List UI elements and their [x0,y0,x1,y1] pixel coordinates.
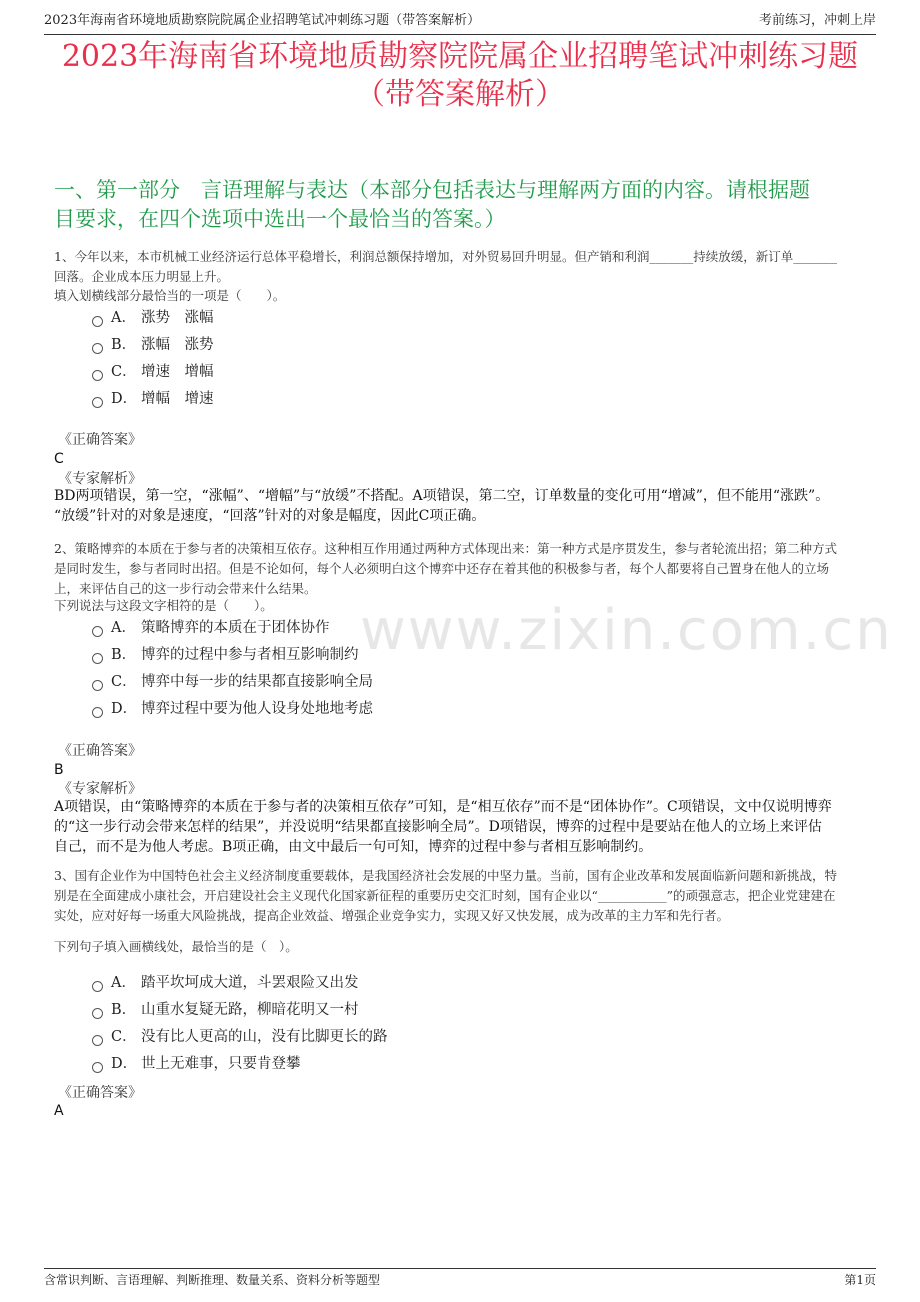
question-2-option-d[interactable] [92,697,373,721]
radio-icon[interactable] [92,316,103,327]
radio-icon[interactable] [92,1008,103,1019]
question-1-stem [54,247,868,287]
option-text: 山重水复疑无路，柳暗花明又一村 [141,1002,359,1018]
header-title: 2023年海南省环境地质勘察院院属企业招聘笔试冲刺练习题（带答案解析） [44,13,481,28]
analysis-line: A项错误，由“策略博弈的本质在于参与者的决策相互依存”可知，是“相互依存”而不是“团体协作”。C项错误，文中仅说明博弈 [54,799,832,815]
radio-icon[interactable] [92,680,103,691]
option-letter: B． [111,647,137,663]
watermark: www.zixin.com.cn [360,598,893,663]
option-letter: C． [111,1029,137,1045]
page-number: 第1页 [844,1273,876,1287]
option-letter: A． [111,620,136,636]
question-2-stem [54,539,868,599]
question-1-option-c[interactable] [92,360,214,384]
question-1-option-a[interactable] [92,306,214,330]
question-2-option-a[interactable] [92,616,330,640]
question-1-line-2: 回落。企业成本压力明显上升。 [54,269,230,284]
document-title [40,38,880,114]
option-text: 博弈过程中要为他人设身处地地考虑 [141,701,373,717]
question-3-line-3: 实处，应对好每一场重大风险挑战，提高企业效益、增强企业竞争实力，实现又好又快发展，成为改革的主力军和先行者。 [54,908,730,923]
analysis-line: BD两项错误，第一空，“涨幅”、“增幅”与“放缓”不搭配。A项错误，第二空，订单数量的变化可用“增减”，但不能用“涨跌”。 [54,488,830,504]
option-text: 没有比人更高的山，没有比脚更长的路 [141,1029,388,1045]
analysis-line: 自己，而不是为他人考虑。B项正确，由文中最后一句可知，博弈的过程中参与者相互影响制约。 [54,839,653,855]
option-text: 博弈的过程中参与者相互影响制约 [141,647,359,663]
option-text: 增幅 增速 [141,391,214,407]
radio-icon[interactable] [92,1035,103,1046]
option-letter: B． [111,337,137,353]
title-line-1: 2023年海南省环境地质勘察院院属企业招聘笔试冲刺练习题 [61,39,859,74]
question-3-option-d[interactable] [92,1052,301,1076]
question-2-answer: B [54,762,64,778]
option-letter: C． [111,364,137,380]
question-3-option-a[interactable] [92,971,359,995]
title-line-2: （带答案解析） [355,77,565,112]
option-letter: C． [111,674,137,690]
radio-icon[interactable] [92,343,103,354]
radio-icon[interactable] [92,653,103,664]
question-1-option-b[interactable] [92,333,214,357]
question-2-option-c[interactable] [92,670,373,694]
option-text: 涨幅 涨势 [141,337,214,353]
option-text: 涨势 涨幅 [141,310,214,326]
option-letter: D． [111,1056,138,1072]
question-3-answer: A [54,1103,64,1119]
question-1-analysis [54,486,868,526]
question-3-option-c[interactable] [92,1025,388,1049]
page-header [44,12,876,35]
question-2-line-2: 是同时发生，参与者同时出招。但是不论如何，每个人必须明白这个博弈中还存在着其他的积极参与者，每个人都要将自己置身在他人的立场 [54,561,830,576]
option-text: 策略博弈的本质在于团体协作 [141,620,330,636]
option-text: 世上无难事，只要肯登攀 [141,1056,301,1072]
question-1-prompt: 填入划横线部分最恰当的一项是（ ）。 [54,288,286,303]
footer-note: 含常识判断、言语理解、判断推理、数量关系、资料分析等题型 [44,1273,381,1287]
option-text: 增速 增幅 [141,364,214,380]
question-1-line-1: 1、今年以来，本市机械工业经济运行总体平稳增长，利润总额保持增加，对外贸易回升明显。但产销和利润_______持续放缓，新订单_______ [54,249,837,264]
question-3-line-1: 3、国有企业作为中国特色社会主义经济制度重要载体，是我国经济社会发展的中坚力量。当前，国有企业改革和发展面临新问题和新挑战，特 [54,868,837,883]
question-3-stem [54,866,868,926]
question-2-line-1: 2、策略博弈的本质在于参与者的决策相互依存。这种相互作用通过两种方式体现出来：第一种方式是序贯发生，参与者轮流出招；第二种方式 [54,541,837,556]
option-letter: D． [111,701,138,717]
question-1-option-d[interactable] [92,387,214,411]
header-slogan: 考前练习，冲刺上岸 [758,13,876,28]
question-1-analysis-label: 《专家解析》 [58,471,142,487]
radio-icon[interactable] [92,370,103,381]
analysis-line: “放缓”针对的对象是速度，“回落”针对的对象是幅度，因此C项正确。 [54,508,486,524]
section-heading [54,176,860,234]
question-3-option-b[interactable] [92,998,359,1022]
section-line-2: 目要求，在四个选项中选出一个最恰当的答案。） [54,207,506,231]
analysis-line: 的“这一步行动会带来怎样的结果”，并没说明“结果都直接影响全局”。D项错误，博弈的过程中是要站在他人的立场上来评估 [54,819,822,835]
question-2-prompt: 下列说法与这段文字相符的是（ ）。 [54,598,273,613]
option-text: 博弈中每一步的结果都直接影响全局 [141,674,373,690]
option-text: 踏平坎坷成大道，斗罢艰险又出发 [141,975,359,991]
radio-icon[interactable] [92,626,103,637]
question-2-answer-label: 《正确答案》 [58,743,142,759]
option-letter: D． [111,391,138,407]
question-2-option-b[interactable] [92,643,359,667]
question-3-line-2: 别是在全面建成小康社会，开启建设社会主义现代化国家新征程的重要历史交汇时刻，国有企业以“___________”的顽强意志，把企业党建建在 [54,888,836,903]
radio-icon[interactable] [92,707,103,718]
question-3-prompt: 下列句子填入画横线处，最恰当的是（ ）。 [54,939,298,954]
radio-icon[interactable] [92,981,103,992]
question-2-line-3: 上，来评估自己的这一步行动会带来什么结果。 [54,581,317,596]
question-3-answer-label: 《正确答案》 [58,1085,142,1101]
option-letter: A． [111,975,136,991]
option-letter: B． [111,1002,137,1018]
question-2-analysis-label: 《专家解析》 [58,781,142,797]
page-footer [44,1268,876,1289]
section-line-1: 一、第一部分 言语理解与表达（本部分包括表达与理解两方面的内容。请根据题 [54,178,810,202]
radio-icon[interactable] [92,397,103,408]
option-letter: A． [111,310,136,326]
radio-icon[interactable] [92,1062,103,1073]
question-2-analysis [54,797,868,857]
question-1-answer-label: 《正确答案》 [58,432,142,448]
question-1-answer: C [54,451,64,467]
